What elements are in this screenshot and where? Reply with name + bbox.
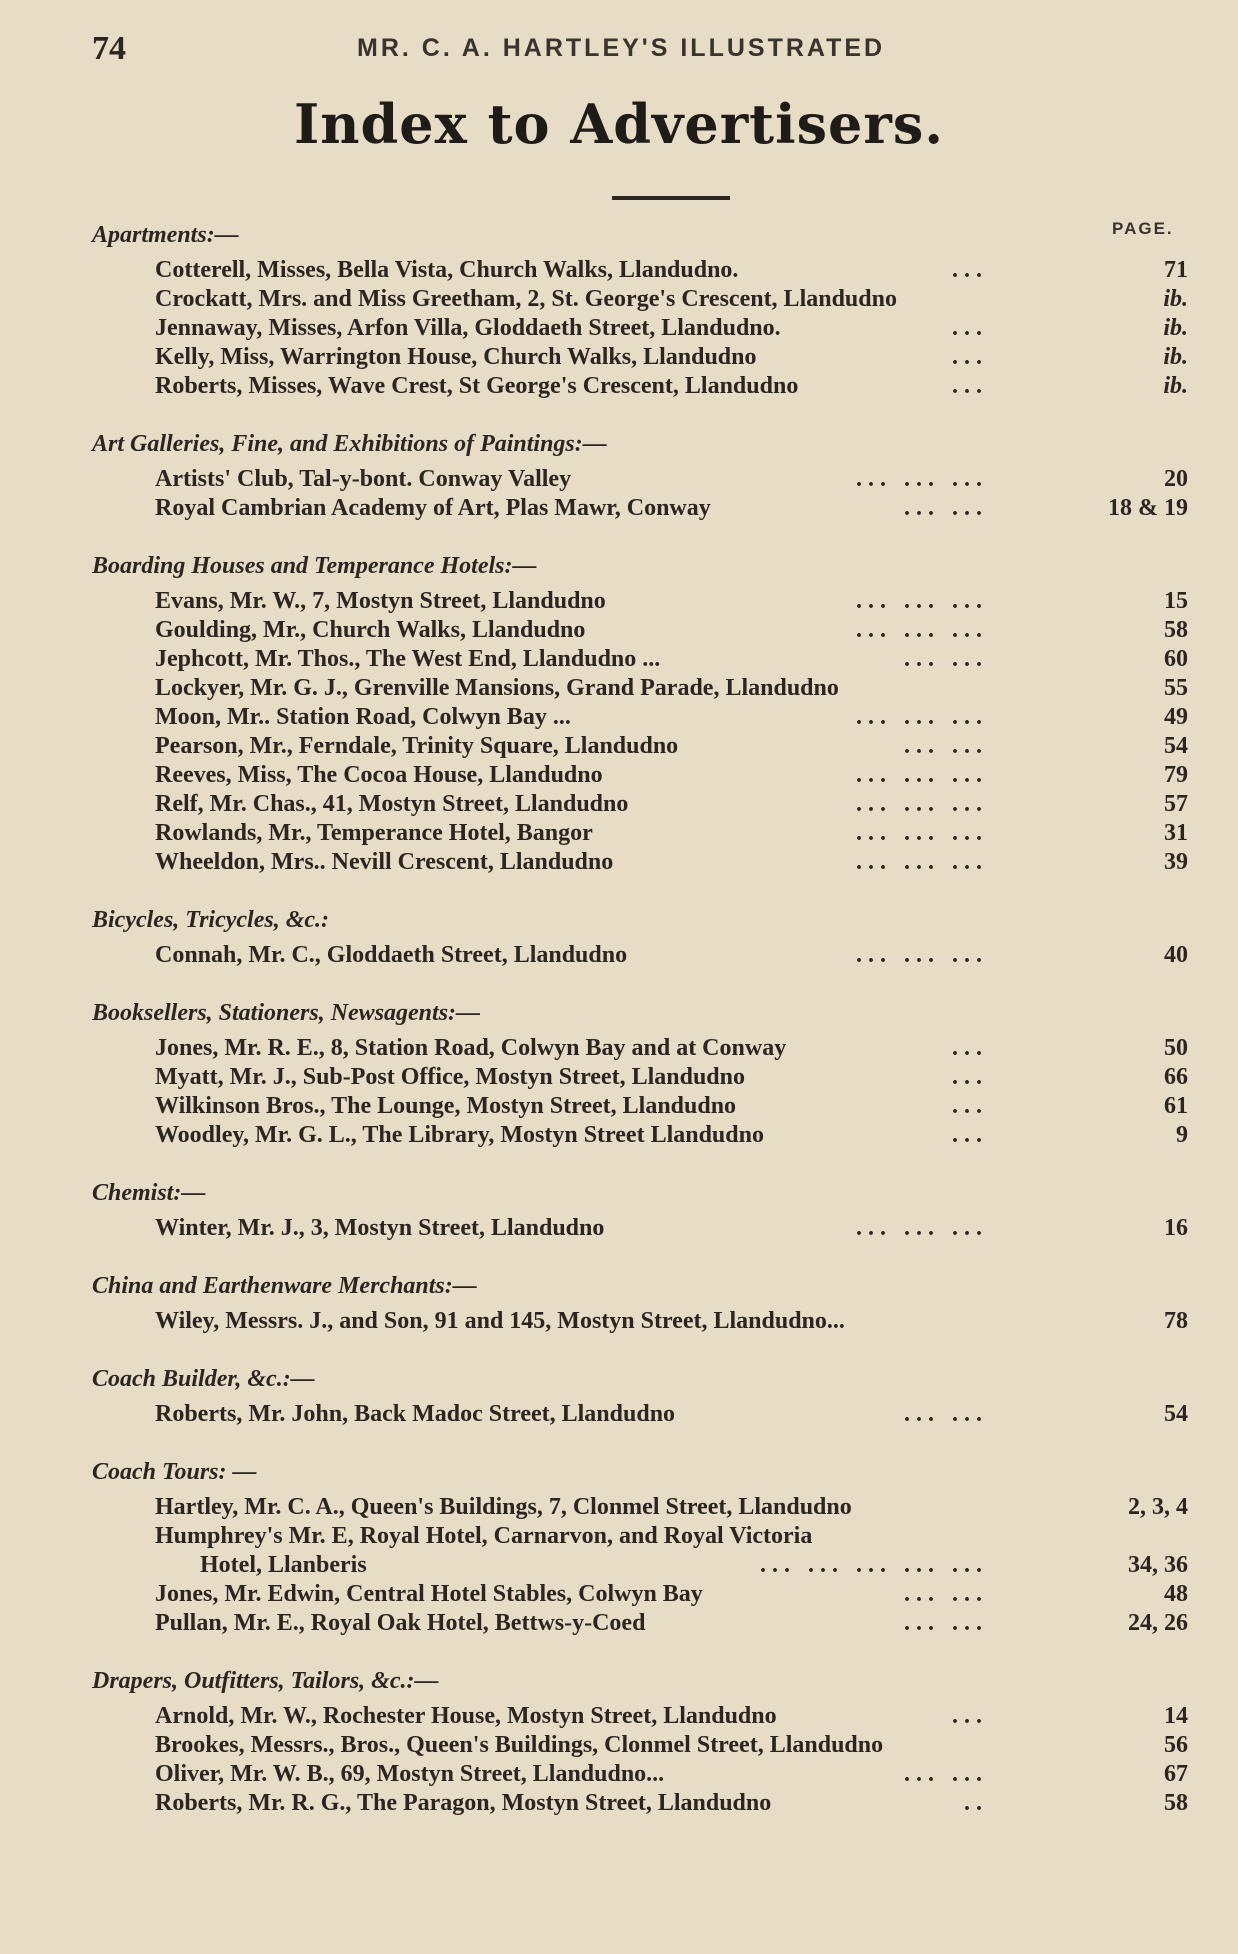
page-reference: 57: [1164, 791, 1188, 817]
leader-dots: ...: [952, 344, 988, 370]
leader-dots: ...: [952, 1064, 988, 1090]
advertiser-entry: [0, 848, 1238, 877]
advertiser-name: Wilkinson Bros., The Lounge, Mostyn Street, Llandudno: [155, 1093, 737, 1119]
advertiser-entry: [0, 674, 1238, 703]
leader-dots: ...: [952, 257, 988, 283]
page-reference: 48: [1164, 1581, 1188, 1607]
advertiser-entry: [0, 372, 1238, 401]
advertiser-entry: [0, 645, 1238, 674]
leader-dots: ... ... ... ... ...: [760, 1552, 988, 1578]
advertiser-name: Kelly, Miss, Warrington House, Church Walks, Llandudno: [155, 344, 757, 370]
leader-dots: ...: [952, 1122, 988, 1148]
advertiser-entry: [0, 732, 1238, 761]
advertiser-entry: [0, 343, 1238, 372]
page-reference: 66: [1164, 1064, 1188, 1090]
leader-dots: ... ...: [904, 1401, 988, 1427]
index-section: [0, 1358, 1238, 1429]
page-reference: 49: [1164, 704, 1188, 730]
advertiser-entry: [0, 1400, 1238, 1429]
leader-dots: ... ...: [904, 733, 988, 759]
advertiser-name: Oliver, Mr. W. B., 69, Mostyn Street, Llandudno...: [155, 1761, 665, 1787]
advertiser-entry: [0, 1214, 1238, 1243]
leader-dots: ... ...: [904, 1581, 988, 1607]
category-heading: Bicycles, Tricycles, &c.:: [92, 907, 329, 933]
category-heading: Apartments:—: [92, 222, 239, 248]
page-reference: 24, 26: [1128, 1610, 1188, 1636]
page-reference: ib.: [1163, 286, 1188, 312]
page-reference: 20: [1164, 466, 1188, 492]
advertiser-name: Crockatt, Mrs. and Miss Greetham, 2, St. George's Crescent, Llandudno: [155, 286, 897, 312]
page-reference: 60: [1164, 646, 1188, 672]
leader-dots: ... ... ...: [856, 704, 988, 730]
advertiser-entry: [0, 1580, 1238, 1609]
page-reference: 2, 3, 4: [1128, 1494, 1188, 1520]
leader-dots: ... ... ...: [856, 942, 988, 968]
page-reference: 58: [1164, 617, 1188, 643]
page-reference: 55: [1164, 675, 1188, 701]
advertiser-name: Roberts, Misses, Wave Crest, St George's Crescent, Llandudno: [155, 373, 799, 399]
advertiser-name: Wheeldon, Mrs.. Nevill Crescent, Llandudno: [155, 849, 614, 875]
advertiser-entry: [0, 256, 1238, 285]
advertiser-entry: [0, 587, 1238, 616]
index-section: [0, 899, 1238, 970]
advertiser-entry: [0, 703, 1238, 732]
leader-dots: ..: [964, 1790, 988, 1816]
category-heading: Coach Builder, &c.:—: [92, 1366, 315, 1392]
advertiser-name: Wiley, Messrs. J., and Son, 91 and 145, Mostyn Street, Llandudno...: [155, 1308, 845, 1334]
page-reference: 54: [1164, 1401, 1188, 1427]
advertiser-name: Woodley, Mr. G. L., The Library, Mostyn Street Llandudno: [155, 1122, 764, 1148]
advertiser-name: Jennaway, Misses, Arfon Villa, Gloddaeth Street, Llandudno.: [155, 315, 781, 341]
advertiser-name: Brookes, Messrs., Bros., Queen's Buildings, Clonmel Street, Llandudno: [155, 1732, 884, 1758]
index-section: [0, 214, 1238, 401]
advertiser-entry: [0, 1307, 1238, 1336]
page-reference: 71: [1164, 257, 1188, 283]
page-reference: 61: [1164, 1093, 1188, 1119]
advertiser-name: Roberts, Mr. John, Back Madoc Street, Llandudno: [155, 1401, 676, 1427]
advertiser-entry: [0, 1121, 1238, 1150]
leader-dots: ...: [952, 1093, 988, 1119]
page-reference: 79: [1164, 762, 1188, 788]
advertiser-entry: [0, 494, 1238, 523]
leader-dots: ... ...: [904, 495, 988, 521]
page-reference: 15: [1164, 588, 1188, 614]
page-reference: 16: [1164, 1215, 1188, 1241]
advertiser-entry: [0, 761, 1238, 790]
page-reference: 14: [1164, 1703, 1188, 1729]
title-rule: [612, 196, 730, 200]
page-column-label: PAGE.: [1112, 219, 1174, 238]
page-reference: ib.: [1163, 344, 1188, 370]
advertiser-name: Jephcott, Mr. Thos., The West End, Llandudno ...: [155, 646, 661, 672]
leader-dots: ... ... ...: [856, 791, 988, 817]
category-heading: Booksellers, Stationers, Newsagents:—: [92, 1000, 481, 1026]
advertiser-entry: [0, 465, 1238, 494]
page-reference: 58: [1164, 1790, 1188, 1816]
advertiser-name: Reeves, Miss, The Cocoa House, Llandudno: [155, 762, 603, 788]
advertiser-name: Myatt, Mr. J., Sub-Post Office, Mostyn Street, Llandudno: [155, 1064, 745, 1090]
advertiser-name: Roberts, Mr. R. G., The Paragon, Mostyn Street, Llandudno: [155, 1790, 772, 1816]
index-section: [0, 1265, 1238, 1336]
leader-dots: ...: [952, 1703, 988, 1729]
advertiser-entry: [0, 1063, 1238, 1092]
advertiser-entry: [0, 790, 1238, 819]
leader-dots: ... ... ...: [856, 588, 988, 614]
page-reference: ib.: [1163, 315, 1188, 341]
leader-dots: ...: [952, 315, 988, 341]
category-heading: Drapers, Outfitters, Tailors, &c.:—: [92, 1668, 439, 1694]
index-section: [0, 545, 1238, 877]
page-reference: 31: [1164, 820, 1188, 846]
advertiser-entry: [0, 1609, 1238, 1638]
leader-dots: ... ... ...: [856, 1215, 988, 1241]
advertiser-entry: [0, 314, 1238, 343]
leader-dots: ... ... ...: [856, 617, 988, 643]
advertiser-name: Connah, Mr. C., Gloddaeth Street, Llandudno: [155, 942, 628, 968]
leader-dots: ... ... ...: [856, 762, 988, 788]
advertiser-name: Goulding, Mr., Church Walks, Llandudno: [155, 617, 586, 643]
index-section: [0, 1660, 1238, 1818]
leader-dots: ...: [952, 1035, 988, 1061]
advertiser-entry: [0, 1731, 1238, 1760]
category-heading: Boarding Houses and Temperance Hotels:—: [92, 553, 537, 579]
advertiser-name: Cotterell, Misses, Bella Vista, Church Walks, Llandudno.: [155, 257, 739, 283]
index-section: [0, 1451, 1238, 1638]
leader-dots: ... ...: [904, 646, 988, 672]
page-number: 74: [92, 30, 126, 67]
leader-dots: ...: [952, 373, 988, 399]
leader-dots: ... ... ...: [856, 820, 988, 846]
advertiser-name: Winter, Mr. J., 3, Mostyn Street, Llandudno: [155, 1215, 605, 1241]
advertiser-entry: [0, 1551, 1238, 1580]
advertiser-entry: [0, 1522, 1238, 1551]
advertiser-name: Evans, Mr. W., 7, Mostyn Street, Llandudno: [155, 588, 606, 614]
page-reference: 34, 36: [1128, 1552, 1188, 1578]
advertiser-entry: [0, 1092, 1238, 1121]
page-reference: 9: [1176, 1122, 1188, 1148]
page-reference: 78: [1164, 1308, 1188, 1334]
leader-dots: ... ...: [904, 1610, 988, 1636]
advertiser-entry: [0, 819, 1238, 848]
advertiser-name: Hotel, Llanberis: [200, 1552, 367, 1578]
advertiser-name: Humphrey's Mr. E, Royal Hotel, Carnarvon, and Royal Victoria: [155, 1523, 813, 1549]
category-heading: Art Galleries, Fine, and Exhibitions of Paintings:—: [92, 431, 607, 457]
page-reference: 18 & 19: [1108, 495, 1188, 521]
index-section: [0, 1172, 1238, 1243]
advertiser-entry: [0, 1789, 1238, 1818]
leader-dots: ... ... ...: [856, 849, 988, 875]
advertiser-name: Pearson, Mr., Ferndale, Trinity Square, Llandudno: [155, 733, 679, 759]
category-heading: China and Earthenware Merchants:—: [92, 1273, 477, 1299]
advertiser-name: Arnold, Mr. W., Rochester House, Mostyn Street, Llandudno: [155, 1703, 777, 1729]
advertiser-entry: [0, 285, 1238, 314]
advertiser-name: Lockyer, Mr. G. J., Grenville Mansions, Grand Parade, Llandudno: [155, 675, 839, 701]
page-reference: 56: [1164, 1732, 1188, 1758]
advertiser-index: [0, 214, 1238, 1840]
advertiser-name: Pullan, Mr. E., Royal Oak Hotel, Bettws-y-Coed: [155, 1610, 646, 1636]
page-reference: 39: [1164, 849, 1188, 875]
index-title: Index to Advertisers.: [293, 92, 945, 156]
advertiser-name: Royal Cambrian Academy of Art, Plas Mawr, Conway: [155, 495, 711, 521]
advertiser-name: Hartley, Mr. C. A., Queen's Buildings, 7, Clonmel Street, Llandudno: [155, 1494, 852, 1520]
advertiser-name: Moon, Mr.. Station Road, Colwyn Bay ...: [155, 704, 571, 730]
index-section: [0, 992, 1238, 1150]
category-heading: Coach Tours: —: [92, 1459, 257, 1485]
running-head: [92, 26, 1192, 70]
page-reference: ib.: [1163, 373, 1188, 399]
advertiser-entry: [0, 1034, 1238, 1063]
advertiser-name: Rowlands, Mr., Temperance Hotel, Bangor: [155, 820, 593, 846]
leader-dots: ... ...: [904, 1761, 988, 1787]
category-heading: Chemist:—: [92, 1180, 206, 1206]
advertiser-entry: [0, 941, 1238, 970]
page-reference: 67: [1164, 1761, 1188, 1787]
running-title: MR. C. A. HARTLEY'S ILLUSTRATED: [357, 34, 886, 62]
page-reference: 40: [1164, 942, 1188, 968]
advertiser-name: Artists' Club, Tal-y-bont. Conway Valley: [155, 466, 572, 492]
advertiser-entry: [0, 616, 1238, 645]
page-reference: 54: [1164, 733, 1188, 759]
index-section: [0, 423, 1238, 523]
leader-dots: ... ... ...: [856, 466, 988, 492]
advertiser-name: Jones, Mr. R. E., 8, Station Road, Colwyn Bay and at Conway: [155, 1035, 787, 1061]
advertiser-entry: [0, 1760, 1238, 1789]
page-reference: 50: [1164, 1035, 1188, 1061]
advertiser-entry: [0, 1493, 1238, 1522]
advertiser-name: Relf, Mr. Chas., 41, Mostyn Street, Llandudno: [155, 791, 629, 817]
advertiser-entry: [0, 1702, 1238, 1731]
advertiser-name: Jones, Mr. Edwin, Central Hotel Stables, Colwyn Bay: [155, 1581, 703, 1607]
